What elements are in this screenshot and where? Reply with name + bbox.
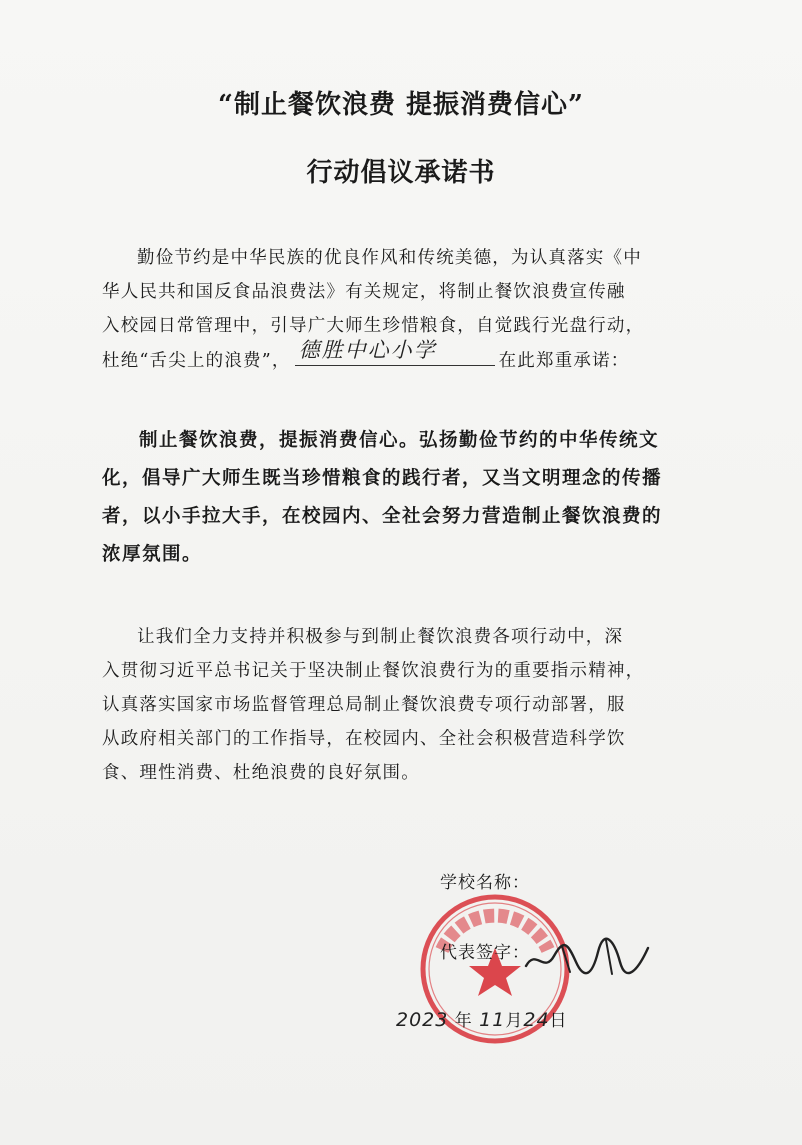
date-month: 11 <box>479 1009 506 1031</box>
date-day-unit: 日 <box>549 1011 568 1031</box>
date-year: 2023 <box>396 1009 449 1031</box>
paragraph-commitment <box>102 422 682 574</box>
document-title-line1: “制止餐饮浪费 提振消费信心” <box>218 90 584 120</box>
text-line-with-blank <box>102 338 682 378</box>
signing-date <box>396 1006 568 1031</box>
paragraph-intro <box>102 241 682 378</box>
text-segment: 在此郑重承诺： <box>498 351 630 371</box>
text-line: 食、理性消费、杜绝浪费的良好氛围。 <box>102 763 420 783</box>
text-line: 华人民共和国反食品浪费法》有关规定，将制止餐饮浪费宣传融 <box>102 282 626 302</box>
date-day: 24 <box>523 1009 550 1031</box>
text-line: 入贯彻习近平总书记关于坚决制止餐饮浪费行为的重要指示精神， <box>102 661 645 681</box>
handwritten-school-name: 德胜中心小学 <box>298 338 437 362</box>
text-line: 者，以小手拉大手，在校园内、全社会努力营造制止餐饮浪费的 <box>102 506 663 527</box>
text-line: 认真落实国家市场监督管理总局制止餐饮浪费专项行动部署，服 <box>102 695 626 715</box>
text-line: 勤俭节约是中华民族的优良作风和传统美德，为认真落实《中 <box>137 248 642 268</box>
text-line: 从政府相关部门的工作指导，在校园内、全社会积极营造科学饮 <box>102 729 626 749</box>
school-name-blank <box>295 338 495 366</box>
text-line: 入校园日常管理中，引导广大师生珍惜粮食，自觉践行光盘行动， <box>102 316 645 336</box>
document-title-line2: 行动倡议承诺书 <box>306 158 496 188</box>
representative-label: 代表签字： <box>440 943 530 963</box>
date-year-unit: 年 <box>454 1011 473 1031</box>
text-line: 化，倡导广大师生既当珍惜粮食的践行者，又当文明理念的传播 <box>102 468 663 489</box>
text-line: 制止餐饮浪费，提振消费信心。弘扬勤俭节约的中华传统文 <box>139 430 660 451</box>
text-line: 让我们全力支持并积极参与到制止餐饮浪费各项行动中，深 <box>137 627 624 647</box>
paragraph-call-to-action <box>102 620 682 790</box>
school-name-label: 学校名称： <box>440 873 530 893</box>
date-month-unit: 月 <box>505 1011 524 1031</box>
handwritten-signature-icon <box>522 926 652 986</box>
text-segment: 杜绝“舌尖上的浪费”， <box>102 351 291 371</box>
text-line: 浓厚氛围。 <box>102 544 203 565</box>
